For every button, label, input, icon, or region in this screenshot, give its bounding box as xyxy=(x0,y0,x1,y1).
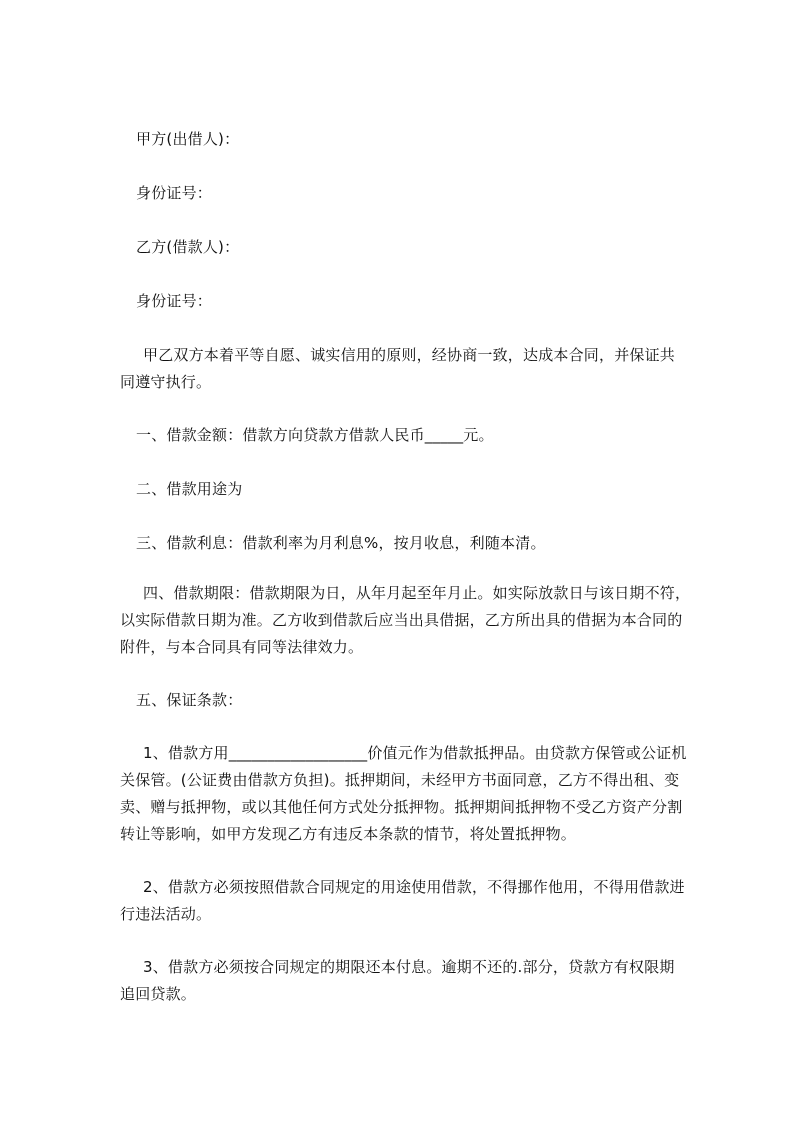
item-1-line-3: 卖、赠与抵押物，或以其他任何方式处分抵押物。抵押期间抵押物不受乙方资产分割 xyxy=(120,798,683,816)
clause-4-line-2: 以实际借款日期为准。乙方收到借款后应当出具借据，乙方所出具的借据为本合同的 xyxy=(120,611,683,629)
clause-3: 三、借款利息：借款利率为月利息%，按月收息，利随本清。 xyxy=(136,534,546,552)
party-b-id-line: 身份证号： xyxy=(136,292,213,310)
party-a-line: 甲方(出借人)： xyxy=(136,130,240,148)
item-1-line-1: 1、借款方用__________________价值元作为借款抵押品。由贷款方保管或公证机 xyxy=(143,744,687,762)
item-3-line-2: 追回贷款。 xyxy=(120,985,197,1003)
clause-4-line-1: 四、借款期限：借款期限为日，从年月起至年月止。如实际放款日与该日期不符， xyxy=(143,584,691,602)
item-3-line-1: 3、借款方必须按合同规定的期限还本付息。逾期不还的.部分，贷款方有权限期 xyxy=(143,958,675,976)
party-a-id-line: 身份证号： xyxy=(136,184,213,202)
item-2-line-2: 行违法活动。 xyxy=(120,905,212,923)
item-2-line-1: 2、借款方必须按照借款合同规定的用途使用借款，不得挪作他用，不得用借款进 xyxy=(143,878,685,896)
clause-5: 五、保证条款： xyxy=(136,691,243,709)
item-1-line-4: 转让等影响，如甲方发现乙方有违反本条款的情节，将处置抵押物。 xyxy=(120,825,577,843)
intro-line-2: 同遵守执行。 xyxy=(120,373,212,391)
clause-2: 二、借款用途为 xyxy=(136,480,243,498)
clause-1: 一、借款金额：借款方向贷款方借款人民币_____元。 xyxy=(136,426,494,444)
party-b-line: 乙方(借款人)： xyxy=(136,238,240,256)
item-1-line-2: 关保管。(公证费由借款方负担)。抵押期间，未经甲方书面同意，乙方不得出租、变 xyxy=(120,771,680,789)
clause-4-line-3: 附件，与本合同具有同等法律效力。 xyxy=(120,638,364,656)
intro-line-1: 甲乙双方本着平等自愿、诚实信用的原则，经协商一致，达成本合同，并保证共 xyxy=(143,346,676,364)
